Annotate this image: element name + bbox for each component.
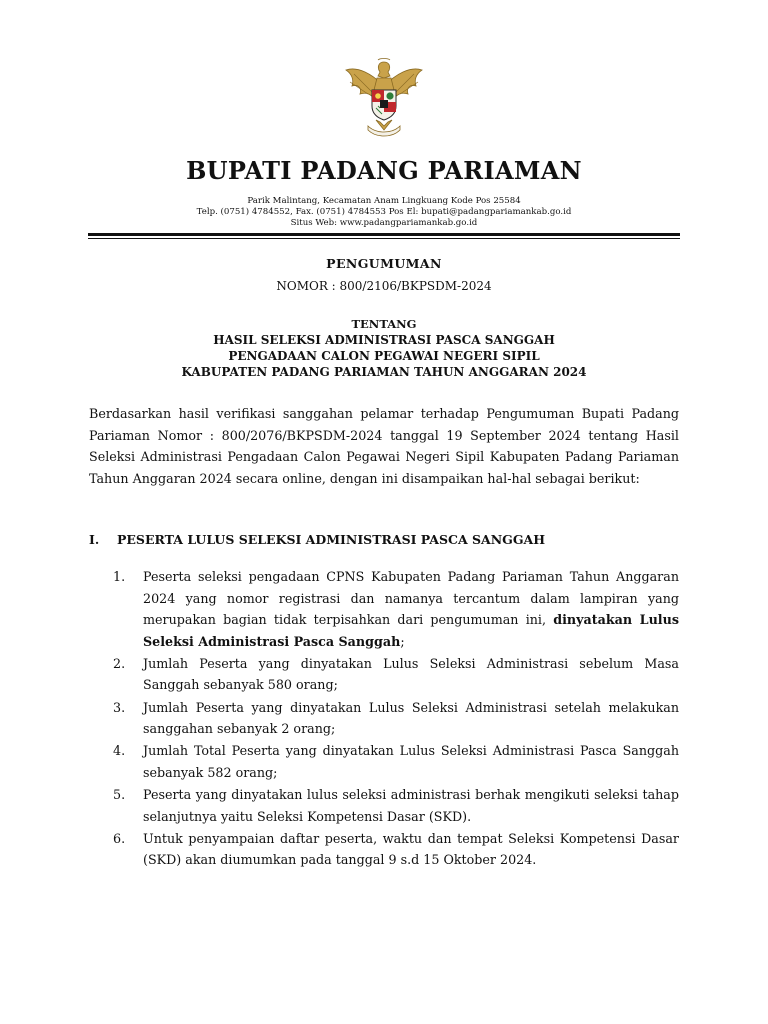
section-title: PESERTA LULUS SELEKSI ADMINISTRASI PASCA SANGGAH: [117, 532, 546, 547]
item-number: 4.: [113, 743, 126, 759]
section-item-list: [113, 566, 679, 871]
item-text: Jumlah Peserta yang dinyatakan Lulus Seleksi Administrasi setelah melakukan sanggahan sebanyak 2 orang;: [143, 699, 679, 737]
list-item: [113, 740, 679, 783]
letterhead-divider-thin: [88, 238, 680, 239]
item-text: Peserta seleksi pengadaan CPNS Kabupaten Padang Pariaman Tahun Anggaran 2024 yang nomor registrasi dan namanya tercantum dalam lampiran yang merupakan bagian tidak terpisahkan dari pengumuman ini,: [143, 569, 679, 628]
about-label: TENTANG: [351, 317, 417, 331]
announcement-number: NOMOR : 800/2106/BKPSDM-2024: [276, 279, 492, 293]
garuda-emblem-icon: [344, 56, 424, 138]
item-number: 2.: [113, 655, 126, 671]
subject-line: HASIL SELEKSI ADMINISTRASI PASCA SANGGAH: [213, 333, 555, 347]
announcement-heading: PENGUMUMAN: [326, 256, 442, 271]
subject-line: PENGADAAN CALON PEGAWAI NEGERI SIPIL: [228, 349, 540, 363]
item-number: 1.: [113, 569, 126, 584]
item-text: Jumlah Peserta yang dinyatakan Lulus Seleksi Administrasi sebelum Masa Sanggah sebanyak 580 orang;: [143, 655, 679, 693]
letterhead-website: Situs Web: www.padangpariamankab.go.id: [290, 218, 478, 228]
list-item: [113, 784, 679, 827]
item-number: 6.: [113, 830, 126, 846]
letterhead-divider-thick: [88, 233, 680, 236]
section-number: I.: [89, 532, 100, 547]
list-item: [113, 653, 679, 696]
intro-paragraph: Berdasarkan hasil verifikasi sanggahan pelamar terhadap Pengumuman Bupati Padang Pariaman Nomor : 800/2076/BKPSDM-2024 tanggal 19 September 2024 tentang Hasil Seleksi Administrasi Pengadaan Calon Pegawai Negeri Sipil Kabupaten Padang Pariaman Tahun Anggaran 2024 secara online, dengan ini disampaikan hal-hal sebagai berikut:: [89, 406, 679, 486]
item-bold-text: dinyatakan Lulus Seleksi Administrasi Pasca Sanggah: [143, 612, 679, 649]
letterhead-title: BUPATI PADANG PARIAMAN: [186, 156, 582, 185]
item-number: 3.: [113, 699, 126, 715]
item-text: Jumlah Total Peserta yang dinyatakan Lulus Seleksi Administrasi Pasca Sanggah sebanyak 582 orang;: [143, 743, 679, 780]
letterhead-contact: Telp. (0751) 4784552, Fax. (0751) 4784553 Pos El: bupati@padangpariamankab.go.id: [196, 207, 572, 217]
letterhead-address: Parik Malintang, Kecamatan Anam Lingkuang Kode Pos 25584: [247, 196, 521, 206]
item-text: Untuk penyampaian daftar peserta, waktu dan tempat Seleksi Kompetensi Dasar (SKD) akan diumumkan pada tanggal 9 s.d 15 Oktober 2024.: [143, 830, 679, 868]
list-item: [113, 566, 679, 652]
list-item: [113, 697, 679, 740]
item-tail: ;: [400, 633, 405, 649]
item-number: 5.: [113, 786, 126, 802]
item-text: Peserta yang dinyatakan lulus seleksi administrasi berhak mengikuti seleksi tahap selanjutnya yaitu Seleksi Kompetensi Dasar (SKD).: [143, 786, 679, 824]
subject-line: KABUPATEN PADANG PARIAMAN TAHUN ANGGARAN 2024: [181, 365, 587, 379]
list-item: [113, 828, 679, 871]
section-heading: [89, 532, 679, 547]
